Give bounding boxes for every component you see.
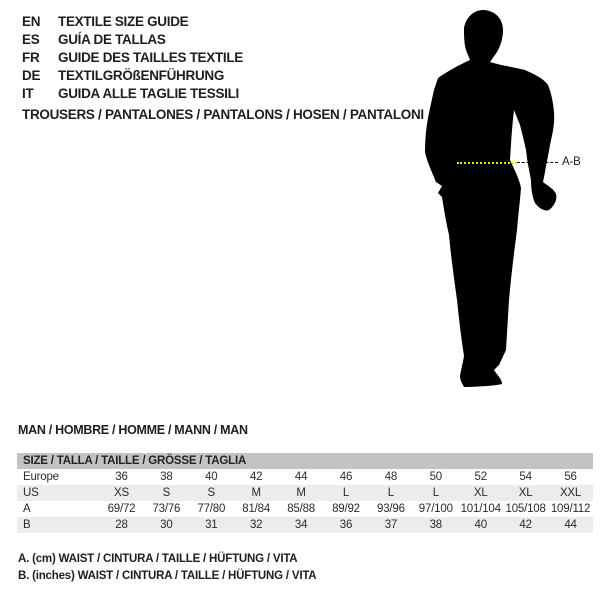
- size-cell: 36: [115, 471, 128, 483]
- language-label: GUÍA DE TALLAS: [58, 32, 166, 47]
- size-cell: 37: [384, 519, 398, 531]
- section-title: MAN / HOMBRE / HOMME / MANN / MAN: [18, 423, 248, 437]
- table-row: [17, 517, 593, 533]
- size-table-body: [17, 469, 593, 533]
- language-code: FR: [22, 50, 40, 65]
- size-cell: 89/92: [332, 503, 360, 515]
- waist-line-inner: [457, 162, 517, 164]
- language-row: [22, 85, 243, 103]
- garment-title: TROUSERS / PANTALONES / PANTALONS / HOSEN / PANTALONI: [22, 107, 424, 122]
- size-cell: 42: [249, 471, 263, 483]
- size-cell: 93/96: [377, 503, 405, 515]
- size-cell: 28: [115, 519, 128, 531]
- language-code: DE: [22, 68, 41, 83]
- size-cell: 69/72: [107, 503, 136, 515]
- size-cell: 40: [474, 519, 487, 531]
- size-cell: 73/76: [152, 503, 181, 515]
- size-cell: 97/100: [418, 503, 453, 515]
- size-cell: 105/108: [505, 503, 546, 515]
- size-cell: 50: [429, 471, 442, 483]
- size-cell: 52: [474, 471, 487, 483]
- language-code: ES: [22, 32, 40, 47]
- language-row: [22, 49, 243, 67]
- language-label: GUIDE DES TAILLES TEXTILE: [58, 50, 244, 65]
- size-cell: XS: [113, 487, 129, 499]
- size-cell: M: [251, 487, 261, 499]
- table-row: [17, 469, 593, 485]
- waist-measure-label: A-B: [562, 156, 581, 168]
- size-cell: 56: [564, 471, 577, 483]
- legend-line-b: B. (inches) WAIST / CINTURA / TAILLE / HÜFTUNG / VITA: [18, 570, 317, 582]
- size-cell: XL: [518, 487, 533, 499]
- size-cell: L: [432, 487, 439, 499]
- size-cell: 46: [339, 471, 353, 483]
- measurement-legend: [18, 551, 316, 585]
- language-row: [22, 67, 243, 85]
- size-cell: 77/80: [197, 503, 226, 515]
- size-cell: XXL: [559, 487, 582, 499]
- man-silhouette-icon: [408, 5, 593, 395]
- size-cell: L: [342, 487, 350, 499]
- row-label: US: [23, 487, 39, 499]
- size-cell: L: [387, 487, 394, 499]
- size-table-header: SIZE / TALLA / TAILLE / GRÖSSE / TAGLIA: [17, 453, 593, 469]
- size-table: [17, 453, 593, 533]
- size-cell: 38: [429, 519, 442, 531]
- row-label: B: [23, 519, 31, 531]
- size-cell: 101/104: [460, 503, 501, 515]
- size-cell: M: [296, 487, 306, 499]
- size-cell: 42: [519, 519, 532, 531]
- language-label: TEXTILGRÖßENFÜHRUNG: [58, 68, 225, 83]
- language-label: GUIDA ALLE TAGLIE TESSILI: [58, 86, 239, 101]
- size-cell: 38: [160, 471, 173, 483]
- size-cell: 48: [384, 471, 398, 483]
- size-cell: 85/88: [287, 503, 315, 515]
- table-row: [17, 501, 593, 517]
- size-cell: XL: [473, 487, 488, 499]
- size-cell: 36: [339, 519, 353, 531]
- row-label: A: [23, 503, 31, 515]
- size-cell: 54: [519, 471, 532, 483]
- legend-line-a: A. (cm) WAIST / CINTURA / TAILLE / HÜFTUNG / VITA: [18, 553, 298, 565]
- size-cell: 34: [294, 519, 308, 531]
- size-cell: 30: [160, 519, 173, 531]
- size-cell: S: [207, 487, 215, 499]
- size-cell: 44: [294, 471, 308, 483]
- language-row: [22, 31, 243, 49]
- size-cell: 81/84: [242, 503, 271, 515]
- language-list: [22, 13, 243, 103]
- language-code: IT: [22, 86, 34, 101]
- language-row: [22, 13, 243, 31]
- size-cell: 109/112: [550, 503, 591, 515]
- size-cell: 31: [205, 519, 218, 531]
- language-label: TEXTILE SIZE GUIDE: [58, 14, 189, 29]
- size-cell: S: [162, 487, 171, 499]
- size-cell: 44: [564, 519, 577, 531]
- size-cell: 32: [249, 519, 263, 531]
- row-label: Europe: [23, 471, 59, 483]
- language-code: EN: [22, 14, 41, 29]
- table-row: [17, 485, 593, 501]
- size-cell: 40: [205, 471, 218, 483]
